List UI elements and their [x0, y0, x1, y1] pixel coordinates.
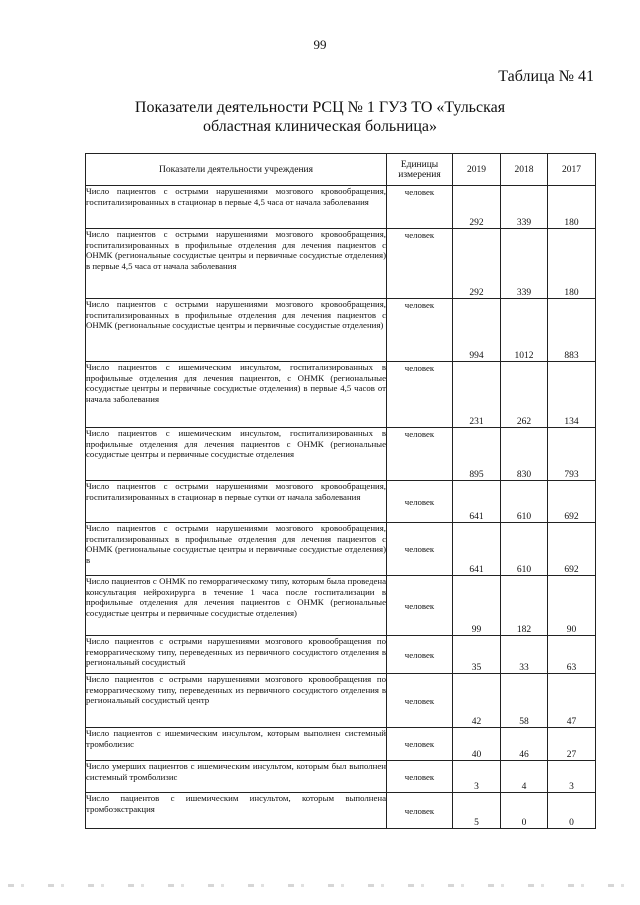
value-2019-cell: 994	[453, 299, 501, 362]
value-2017-cell: 3	[548, 761, 596, 793]
unit-cell: человек	[387, 229, 453, 299]
header-2018: 2018	[501, 154, 548, 186]
indicator-cell: Число пациентов с острыми нарушениями мозгового кровообращения, госпитализированных в стационар в первые сутки от начала заболевания	[86, 481, 387, 523]
value-2017-cell: 0	[548, 793, 596, 829]
indicator-cell: Число пациентов с острыми нарушениями мозгового кровообращения, госпитализированных в профильные отделения для лечения пациентов с ОНМК (региональные сосудистые центры и первичные сосудистые отделения)	[86, 299, 387, 362]
unit-cell: человек	[387, 481, 453, 523]
table-row	[86, 428, 596, 481]
value-2017-cell: 793	[548, 428, 596, 481]
value-2017-cell: 180	[548, 229, 596, 299]
unit-cell: человек	[387, 728, 453, 761]
value-2017-cell: 47	[548, 674, 596, 728]
unit-cell: человек	[387, 674, 453, 728]
value-2019-cell: 292	[453, 229, 501, 299]
indicator-cell: Число пациентов с острыми нарушениями мозгового кровообращения, госпитализированных в профильные отделения для лечения пациентов с ОНМК (региональные сосудистые центры и первичные сосудистые отделения) в	[86, 523, 387, 576]
value-2019-cell: 292	[453, 186, 501, 229]
value-2017-cell: 134	[548, 362, 596, 428]
value-2018-cell: 1012	[501, 299, 548, 362]
document-title: Показатели деятельности РСЦ № 1 ГУЗ ТО «Тульская областная клиническая больница»	[134, 99, 506, 135]
value-2019-cell: 231	[453, 362, 501, 428]
page-number: 99	[313, 37, 327, 52]
unit-cell: человек	[387, 523, 453, 576]
table-row	[86, 523, 596, 576]
indicator-cell: Число пациентов с ишемическим инсультом, которым выполнена тромбоэкстракция	[86, 793, 387, 829]
value-2017-cell: 692	[548, 481, 596, 523]
table-row	[86, 229, 596, 299]
table-row	[86, 761, 596, 793]
value-2018-cell: 58	[501, 674, 548, 728]
header-2017: 2017	[548, 154, 596, 186]
value-2018-cell: 339	[501, 186, 548, 229]
indicator-cell: Число пациентов с острыми нарушениями мозгового кровообращения, госпитализированных в стационар в первые 4,5 часа от начала заболевания	[86, 186, 387, 229]
table-row	[86, 728, 596, 761]
value-2018-cell: 33	[501, 636, 548, 674]
header-unit: Единицы измерения	[387, 154, 453, 186]
value-2018-cell: 0	[501, 793, 548, 829]
table-row	[86, 793, 596, 829]
value-2019-cell: 641	[453, 523, 501, 576]
indicator-cell: Число умерших пациентов с ишемическим инсультом, которым был выполнен системный тромболизис	[86, 761, 387, 793]
value-2019-cell: 40	[453, 728, 501, 761]
indicator-cell: Число пациентов с ишемическим инсультом, которым выполнен системный тромболизис	[86, 728, 387, 761]
unit-cell: человек	[387, 299, 453, 362]
header-2019: 2019	[453, 154, 501, 186]
value-2018-cell: 339	[501, 229, 548, 299]
value-2017-cell: 63	[548, 636, 596, 674]
indicator-cell: Число пациентов с ишемическим инсультом, госпитализированных в профильные отделения для лечения пациентов с ОНМК (региональные сосудистые центры и первичные сосудистые отделения	[86, 428, 387, 481]
unit-cell: человек	[387, 362, 453, 428]
table-row	[86, 576, 596, 636]
value-2018-cell: 610	[501, 523, 548, 576]
unit-cell: человек	[387, 428, 453, 481]
scan-artifact-line	[8, 884, 632, 887]
value-2017-cell: 180	[548, 186, 596, 229]
table-row	[86, 636, 596, 674]
table-row	[86, 299, 596, 362]
unit-cell: человек	[387, 793, 453, 829]
indicator-cell: Число пациентов с острыми нарушениями мозгового кровообращения по геморрагическому типу, переведенных из первичного сосудистого отделения в региональный сосудистый центр	[86, 674, 387, 728]
unit-cell: человек	[387, 186, 453, 229]
table-row	[86, 362, 596, 428]
indicator-cell: Число пациентов с ОНМК по геморрагическому типу, которым была проведена консультация нейрохирурга в течение 1 часа после госпитализации в профильные отделения для лечения пациентов с ОНМК (региональные сосудистые центры и первичные сосудистые отделения)	[86, 576, 387, 636]
table-header-row	[86, 154, 596, 186]
value-2017-cell: 883	[548, 299, 596, 362]
table-row	[86, 674, 596, 728]
value-2018-cell: 610	[501, 481, 548, 523]
indicator-cell: Число пациентов с ишемическим инсультом, госпитализированных в профильные отделения для лечения пациентов, с ОНМК (региональные сосудистые центры и первичные сосудистые отделения) в первые 4,5 часов от начала заболевания	[86, 362, 387, 428]
header-indicator: Показатели деятельности учреждения	[86, 154, 387, 186]
value-2018-cell: 182	[501, 576, 548, 636]
unit-cell: человек	[387, 576, 453, 636]
value-2017-cell: 27	[548, 728, 596, 761]
value-2019-cell: 3	[453, 761, 501, 793]
value-2019-cell: 42	[453, 674, 501, 728]
value-2017-cell: 90	[548, 576, 596, 636]
table-row	[86, 481, 596, 523]
value-2018-cell: 830	[501, 428, 548, 481]
unit-cell: человек	[387, 761, 453, 793]
value-2019-cell: 35	[453, 636, 501, 674]
value-2018-cell: 46	[501, 728, 548, 761]
indicators-table	[85, 153, 596, 829]
table-label: Таблица № 41	[498, 68, 594, 85]
table-row	[86, 186, 596, 229]
value-2018-cell: 262	[501, 362, 548, 428]
value-2019-cell: 99	[453, 576, 501, 636]
value-2019-cell: 641	[453, 481, 501, 523]
indicator-cell: Число пациентов с острыми нарушениями мозгового кровообращения по геморрагическому типу, переведенных из первичного сосудистого отделения в региональный сосудистый	[86, 636, 387, 674]
value-2019-cell: 5	[453, 793, 501, 829]
unit-cell: человек	[387, 636, 453, 674]
indicator-cell: Число пациентов с острыми нарушениями мозгового кровообращения, госпитализированных в профильные отделения для лечения пациентов с ОНМК (региональные сосудистые центры и первичные сосудистые отделения) в первые 4,5 часа от начала заболевания	[86, 229, 387, 299]
value-2017-cell: 692	[548, 523, 596, 576]
value-2018-cell: 4	[501, 761, 548, 793]
value-2019-cell: 895	[453, 428, 501, 481]
